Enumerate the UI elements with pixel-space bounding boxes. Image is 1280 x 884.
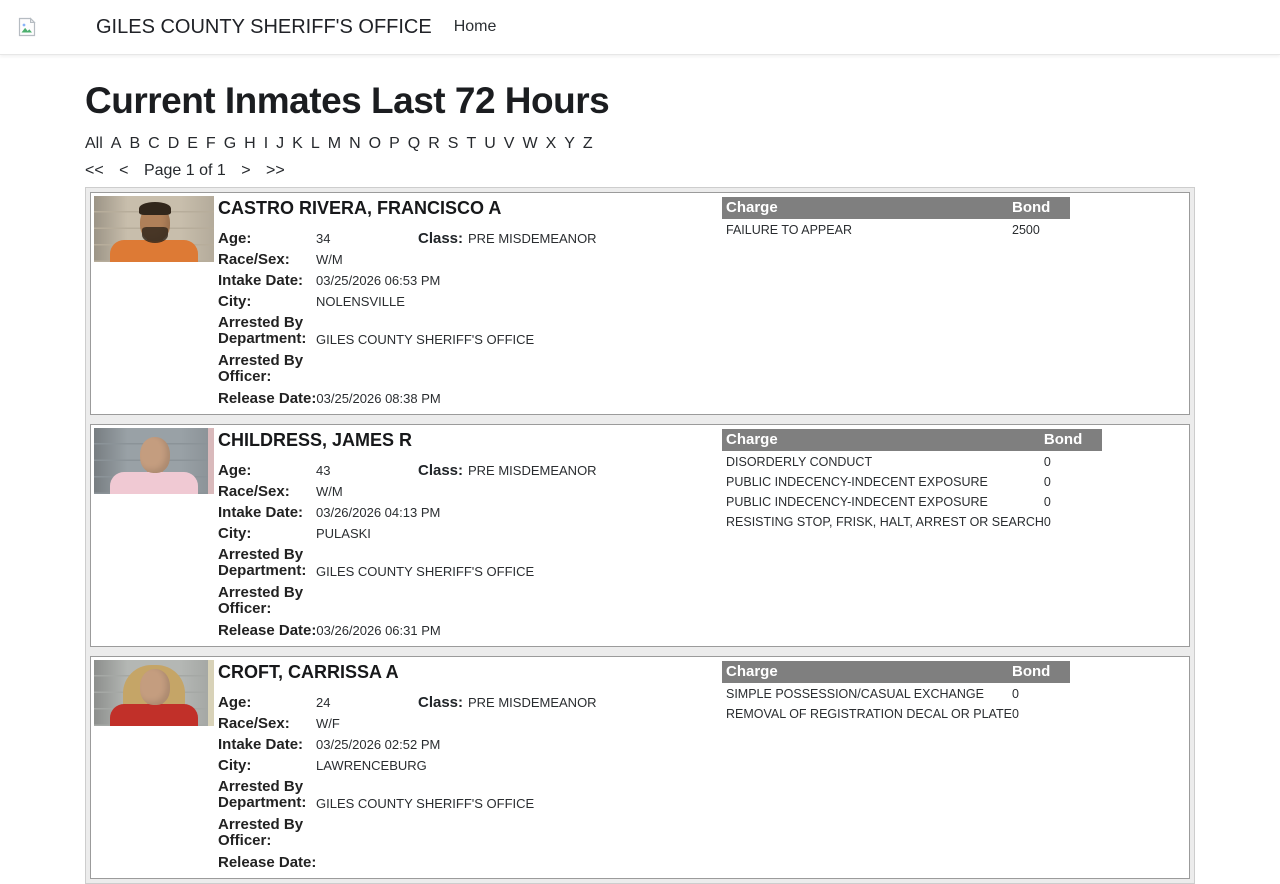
city-value: PULASKI [316, 526, 371, 541]
city-row [218, 526, 718, 542]
charge-rows [722, 219, 1070, 239]
age-row [218, 694, 718, 711]
arrested-dept-row [218, 315, 718, 347]
page-title: Current Inmates Last 72 Hours [85, 80, 610, 121]
broken-image-icon [16, 16, 38, 38]
class-label: Class: [418, 230, 464, 247]
intake-date-row [218, 505, 718, 521]
alpha-link-e[interactable]: E [187, 135, 198, 152]
bond-amount: 2500 [1012, 222, 1040, 237]
alpha-link-o[interactable]: O [368, 135, 382, 152]
arrested-officer-label [218, 817, 316, 849]
arrested-officer-label-line2: Officer: [218, 368, 272, 385]
city-value: NOLENSVILLE [316, 294, 405, 309]
charge-row [722, 511, 1102, 531]
mugshot-edge [208, 428, 214, 494]
pagination-first[interactable]: << [85, 162, 104, 179]
intake-date-value: 03/25/2026 02:52 PM [316, 737, 441, 752]
nav-link-home[interactable]: Home [453, 18, 497, 35]
charges-table [722, 427, 1102, 531]
charge-name: PUBLIC INDECENCY-INDECENT EXPOSURE [726, 474, 988, 489]
alpha-link-y[interactable]: Y [564, 135, 575, 152]
pagination-last[interactable]: >> [266, 162, 285, 179]
city-row [218, 294, 718, 310]
bond-amount: 0 [1043, 474, 1051, 489]
mugshot-shirt [110, 472, 198, 494]
arrested-officer-label-line2: Officer: [218, 832, 272, 849]
class-value: PRE MISDEMEANOR [468, 695, 597, 710]
bond-column-header: Bond [1012, 663, 1051, 680]
inmate-name: CROFT, CARRISSA A [218, 662, 399, 682]
race-sex-value: W/M [316, 252, 343, 267]
race-sex-label: Race/Sex: [218, 251, 290, 268]
pagination-next[interactable]: > [241, 162, 251, 179]
age-label: Age: [218, 694, 252, 711]
bond-amount: 0 [1043, 514, 1051, 529]
mugshot-edge [208, 660, 214, 726]
arrested-officer-label-line1: Arrested By [218, 352, 304, 369]
bond-amount: 0 [1012, 686, 1019, 701]
charge-rows [722, 451, 1102, 531]
alpha-link-i[interactable]: I [263, 135, 269, 152]
race-sex-row [218, 716, 718, 732]
release-date-row [218, 855, 718, 871]
alpha-link-h[interactable]: H [244, 135, 256, 152]
age-value: 34 [316, 231, 331, 246]
bond-amount: 0 [1012, 706, 1019, 721]
class-label: Class: [418, 462, 464, 479]
alpha-link-j[interactable]: J [276, 135, 285, 152]
charge-row [722, 491, 1102, 511]
charge-column-header: Charge [726, 199, 778, 216]
alpha-link-c[interactable]: C [148, 135, 160, 152]
class-value: PRE MISDEMEANOR [468, 231, 597, 246]
alpha-link-r[interactable]: R [428, 135, 440, 152]
intake-date-label: Intake Date: [218, 736, 304, 753]
bond-amount: 0 [1043, 494, 1051, 509]
main-content [0, 80, 1280, 884]
alpha-link-q[interactable]: Q [407, 135, 421, 152]
inmate-name: CHILDRESS, JAMES R [218, 430, 413, 450]
arrested-dept-row [218, 547, 718, 579]
city-row [218, 758, 718, 774]
arrested-dept-value: GILES COUNTY SHERIFF'S OFFICE [316, 332, 535, 347]
charge-name: PUBLIC INDECENCY-INDECENT EXPOSURE [726, 494, 988, 509]
inmate-details [218, 195, 718, 412]
inmate-name: CASTRO RIVERA, FRANCISCO A [218, 198, 502, 218]
bond-column-header: Bond [1043, 431, 1083, 448]
inmate-card-0 [90, 192, 1190, 415]
charge-name: REMOVAL OF REGISTRATION DECAL OR PLATE [726, 706, 1012, 721]
mugshot-beard [142, 227, 168, 243]
arrested-dept-label [218, 315, 316, 347]
alpha-link-d[interactable]: D [167, 135, 180, 152]
intake-date-value: 03/26/2026 04:13 PM [316, 505, 441, 520]
age-label: Age: [218, 230, 252, 247]
age-label: Age: [218, 462, 252, 479]
alpha-link-f[interactable]: F [205, 135, 216, 152]
charge-row [722, 219, 1070, 239]
alpha-link-b[interactable]: B [129, 135, 141, 152]
class-value: PRE MISDEMEANOR [468, 463, 597, 478]
intake-date-value: 03/25/2026 06:53 PM [316, 273, 441, 288]
charge-name: RESISTING STOP, FRISK, HALT, ARREST OR SEARCH [726, 514, 1044, 529]
arrested-dept-label-line2: Department: [218, 794, 307, 811]
intake-date-row [218, 273, 718, 289]
alpha-link-n[interactable]: N [349, 135, 361, 152]
alpha-link-all[interactable]: All [85, 135, 103, 152]
age-value: 24 [316, 695, 331, 710]
intake-date-row [218, 737, 718, 753]
release-date-label: Release Date: [218, 622, 317, 639]
alpha-link-x[interactable]: X [545, 135, 557, 152]
alpha-link-t[interactable]: T [466, 135, 477, 152]
race-sex-row [218, 252, 718, 268]
class-label: Class: [418, 694, 464, 711]
bond-amount: 0 [1043, 454, 1051, 469]
release-date-label: Release Date: [218, 854, 317, 871]
arrested-dept-row [218, 779, 718, 811]
arrested-officer-row [218, 353, 718, 385]
arrested-officer-row [218, 585, 718, 617]
city-label: City: [218, 525, 252, 542]
race-sex-row [218, 484, 718, 500]
alpha-link-s[interactable]: S [447, 135, 459, 152]
charge-row [722, 683, 1070, 703]
alpha-link-g[interactable]: G [223, 135, 237, 152]
inmate-list [85, 187, 1195, 884]
charges-table [722, 195, 1070, 239]
age-row [218, 462, 718, 479]
alpha-filter [85, 135, 1195, 153]
brand-title[interactable]: GILES COUNTY SHERIFF'S OFFICE [96, 15, 432, 38]
inmate-mugshot [94, 660, 214, 726]
mugshot-hair-top [139, 202, 171, 215]
arrested-dept-label-line2: Department: [218, 562, 307, 579]
arrested-dept-label [218, 547, 316, 579]
arrested-dept-label-line1: Arrested By [218, 778, 304, 795]
age-row [218, 230, 718, 247]
race-sex-value: W/F [316, 716, 340, 731]
alpha-link-w[interactable]: W [522, 135, 538, 152]
city-label: City: [218, 757, 252, 774]
alpha-link-u[interactable]: U [484, 135, 496, 152]
charges-header [722, 661, 1070, 683]
inmate-mugshot [94, 428, 214, 494]
race-sex-label: Race/Sex: [218, 483, 290, 500]
release-date-row [218, 391, 718, 407]
arrested-officer-label-line1: Arrested By [218, 816, 304, 833]
mugshot-shirt [110, 240, 198, 262]
charge-column-header: Charge [726, 431, 778, 448]
race-sex-value: W/M [316, 484, 343, 499]
charges-table [722, 659, 1070, 723]
arrested-officer-label [218, 353, 316, 385]
pagination-prev[interactable]: < [119, 162, 129, 179]
alpha-link-m[interactable]: M [327, 135, 342, 152]
charge-column-header: Charge [726, 663, 778, 680]
arrested-officer-label-line2: Officer: [218, 600, 272, 617]
charge-row [722, 703, 1070, 723]
charges-header [722, 429, 1102, 451]
city-label: City: [218, 293, 252, 310]
charge-name: SIMPLE POSSESSION/CASUAL EXCHANGE [726, 686, 984, 701]
arrested-dept-value: GILES COUNTY SHERIFF'S OFFICE [316, 796, 535, 811]
arrested-dept-value: GILES COUNTY SHERIFF'S OFFICE [316, 564, 535, 579]
release-date-value: 03/26/2026 06:31 PM [316, 623, 441, 638]
age-value: 43 [316, 463, 331, 478]
arrested-dept-label-line1: Arrested By [218, 546, 304, 563]
charge-row [722, 451, 1102, 471]
bond-column-header: Bond [1012, 199, 1051, 216]
charge-row [722, 471, 1102, 491]
intake-date-label: Intake Date: [218, 504, 304, 521]
inmate-card-2 [90, 656, 1190, 879]
arrested-dept-label-line2: Department: [218, 330, 307, 347]
arrested-officer-row [218, 817, 718, 849]
inmate-card-1 [90, 424, 1190, 647]
mugshot-edge [208, 196, 214, 262]
mugshot-column [93, 659, 215, 727]
mugshot-column [93, 427, 215, 495]
arrested-dept-label [218, 779, 316, 811]
city-value: LAWRENCEBURG [316, 758, 427, 773]
charges-header [722, 197, 1070, 219]
alpha-link-k[interactable]: K [292, 135, 303, 152]
mugshot-shirt [110, 704, 198, 726]
charge-name: DISORDERLY CONDUCT [726, 454, 873, 469]
charge-rows [722, 683, 1070, 723]
mugshot-column [93, 195, 215, 263]
alpha-link-p[interactable]: P [389, 135, 400, 152]
top-navbar [0, 0, 1280, 55]
pagination-label: Page 1 of 1 [143, 162, 226, 179]
alpha-link-l[interactable]: L [310, 135, 320, 152]
arrested-dept-label-line1: Arrested By [218, 314, 304, 331]
inmate-details [218, 659, 718, 876]
pagination [85, 162, 1195, 180]
mugshot-face [140, 669, 170, 705]
inmate-details [218, 427, 718, 644]
mugshot-face [140, 437, 170, 473]
arrested-officer-label [218, 585, 316, 617]
inmate-mugshot [94, 196, 214, 262]
alpha-link-v[interactable]: V [503, 135, 515, 152]
race-sex-label: Race/Sex: [218, 715, 290, 732]
alpha-link-a[interactable]: A [110, 135, 122, 152]
arrested-officer-label-line1: Arrested By [218, 584, 304, 601]
alpha-link-z[interactable]: Z [582, 135, 593, 152]
intake-date-label: Intake Date: [218, 272, 304, 289]
release-date-label: Release Date: [218, 390, 317, 407]
charge-name: FAILURE TO APPEAR [726, 222, 852, 237]
release-date-value: 03/25/2026 08:38 PM [316, 391, 441, 406]
release-date-row [218, 623, 718, 639]
